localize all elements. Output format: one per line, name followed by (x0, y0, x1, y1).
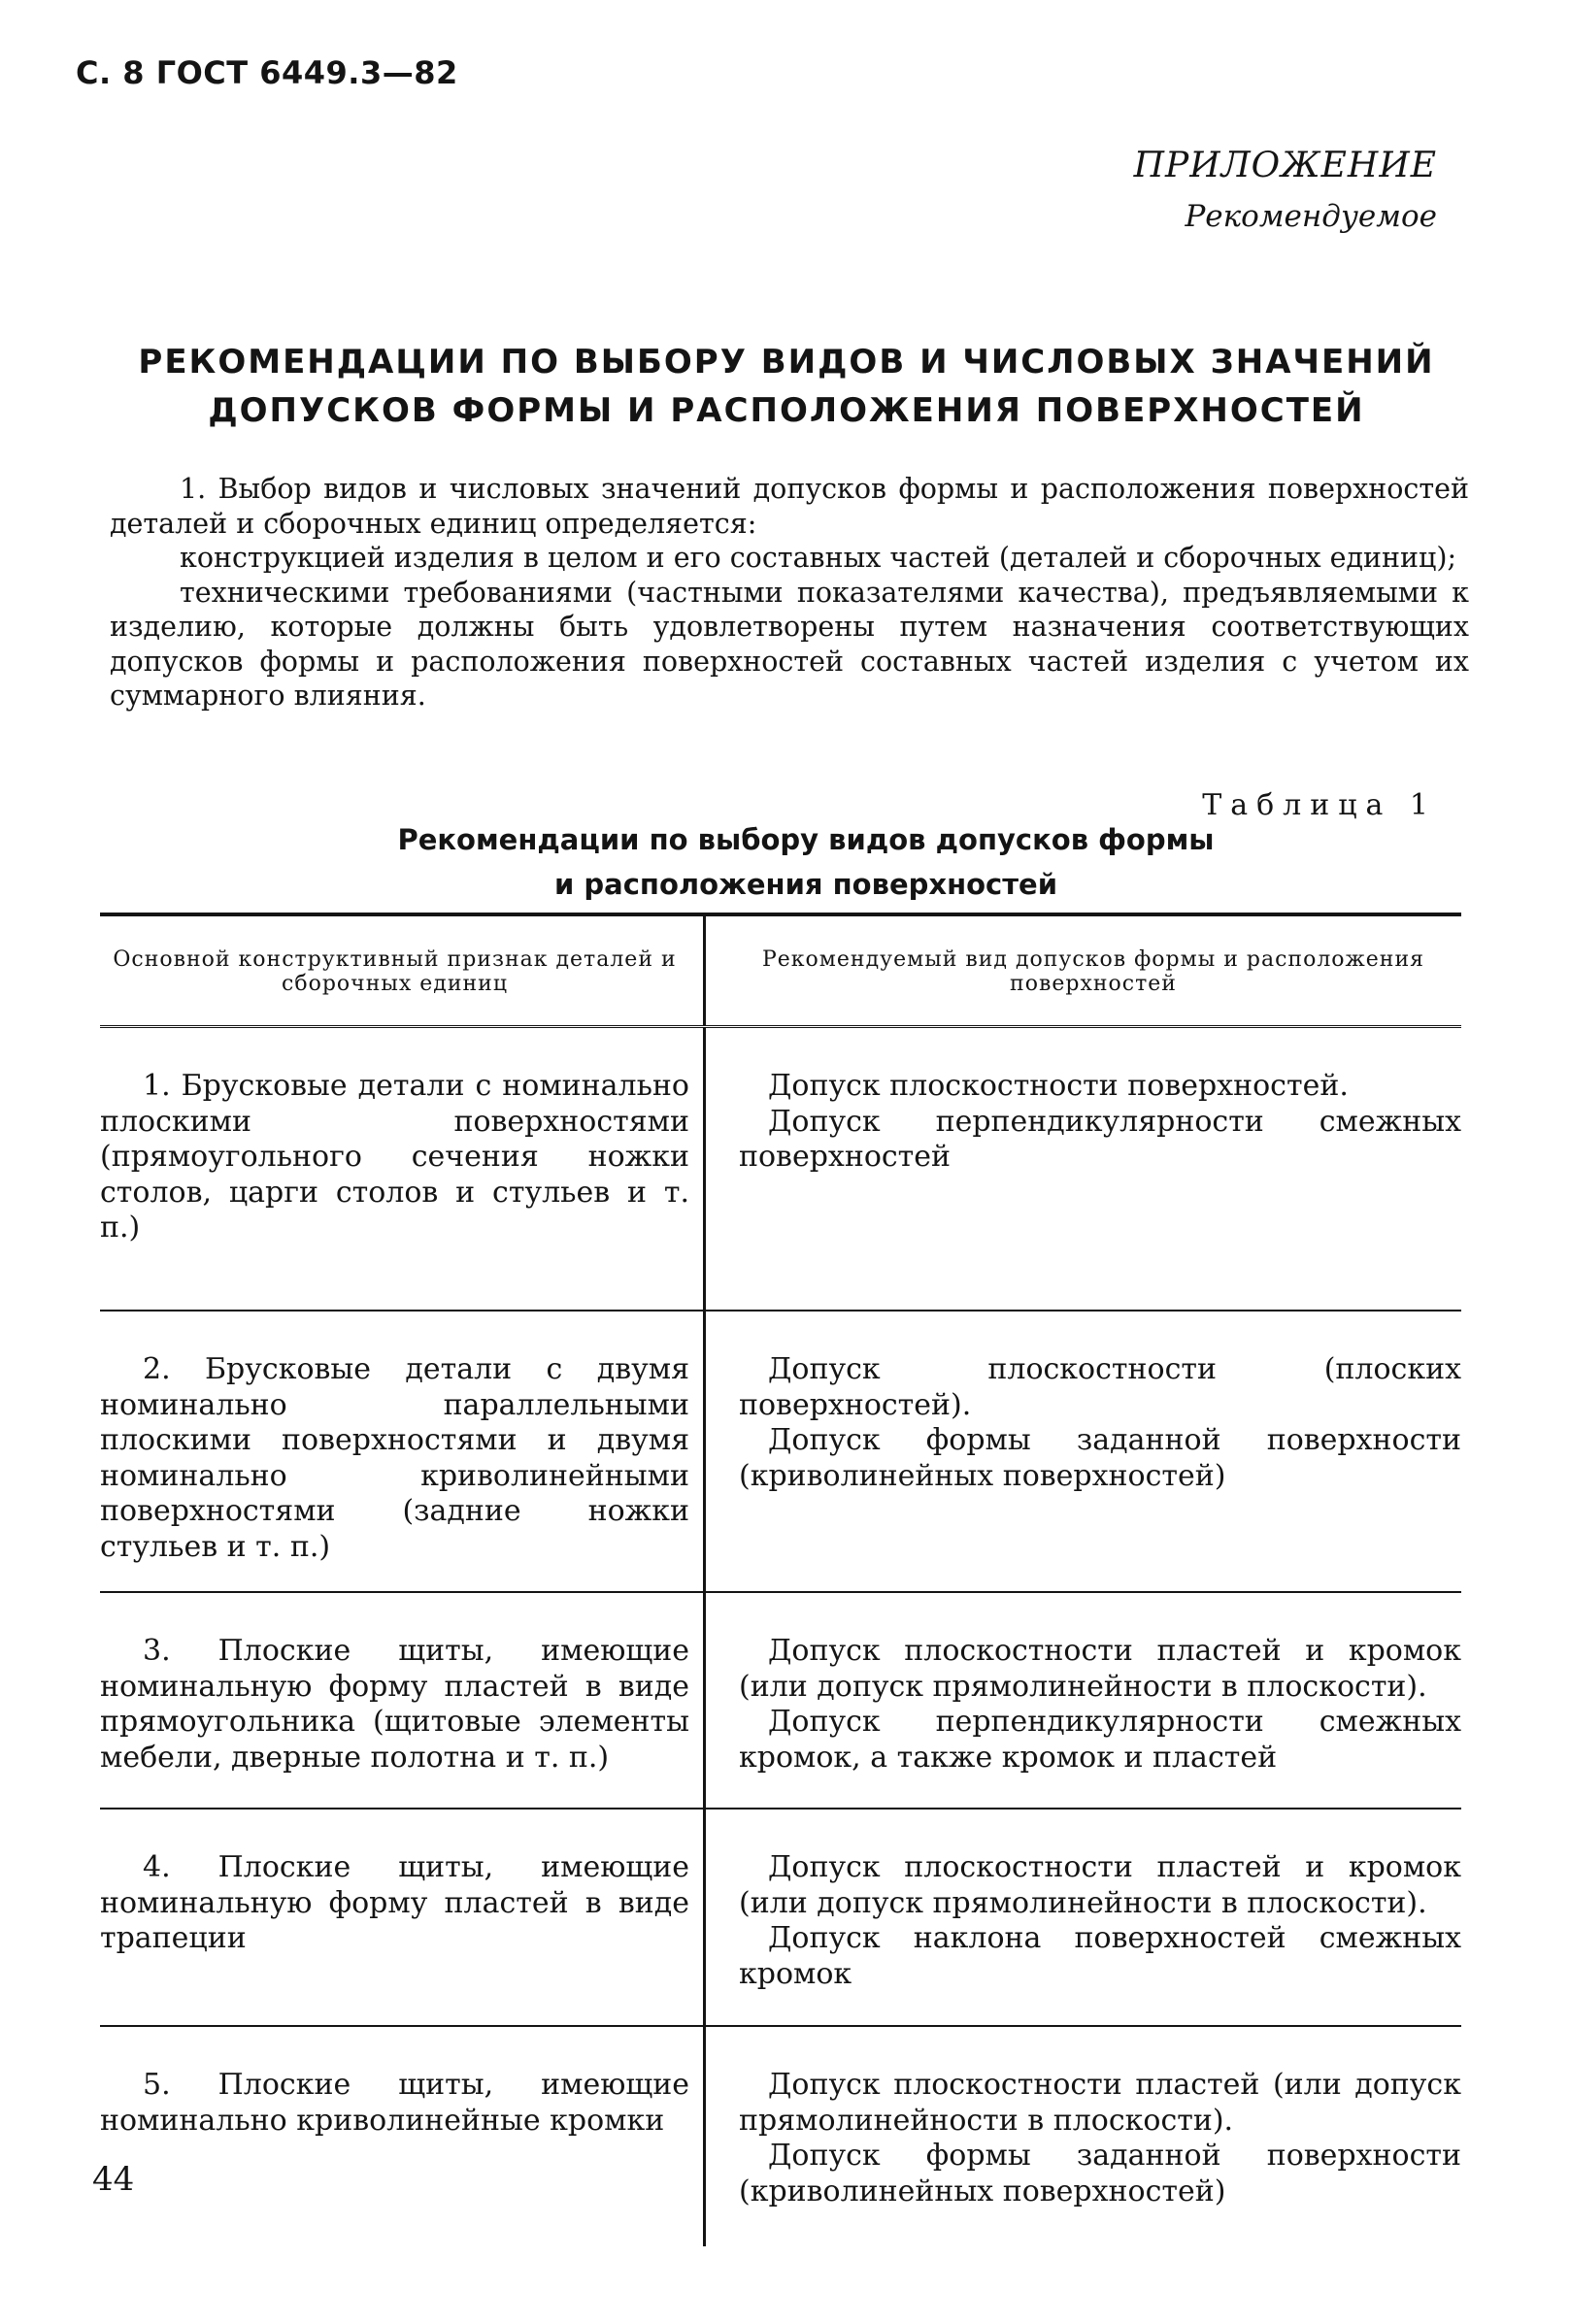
appendix-status: Рекомендуемое (1185, 199, 1437, 234)
tolerance-line: Допуск наклона поверхностей смежных кромок (739, 1921, 1461, 1991)
appendix-block (1078, 146, 1437, 234)
header-cell-tolerance: Рекомендуемый вид допусков формы и расположения поверхностей (761, 947, 1424, 996)
body-paragraph: техническими требованиями (частными показателями качества), предъявляемыми к изделию, которые должны быть удовлетворены путем назначения соответствующих допусков формы и расположения поверхностей составных частей изделия с учетом их суммарного влияния. (110, 576, 1469, 712)
appendix-title: ПРИЛОЖЕНИЕ (1133, 146, 1437, 185)
feature-cell: 2. Брусковые детали с двумя номинально параллельными плоскими поверхностями и двумя номинально криволинейными поверхностями (задние ножки стульев и т. п.) (100, 1311, 706, 1591)
tolerance-line: Допуск перпендикулярности смежных кромок, а также кромок и пластей (739, 1705, 1461, 1775)
table-label: Таблица 1 (1202, 788, 1437, 822)
page-number: 44 (92, 2160, 135, 2199)
tolerance-line: Допуск перпендикулярности смежных поверхностей (739, 1104, 1461, 1174)
feature-cell: 1. Брусковые детали с номинально плоскими поверхностями (прямоугольного сечения ножки столов, царги столов и стульев и т. п.) (100, 1028, 706, 1310)
recommendations-table (100, 913, 1461, 2246)
table-header-row (100, 916, 1461, 1028)
feature-cell: 5. Плоские щиты, имеющие номинально криволинейные кромки (100, 2027, 706, 2246)
table-row (100, 2027, 1461, 2246)
tolerance-line: Допуск формы заданной поверхности (криволинейных поверхностей) (739, 1423, 1461, 1493)
tolerance-cell (706, 1311, 1461, 1591)
tolerance-cell (706, 1593, 1461, 1808)
tolerance-cell (706, 1028, 1461, 1310)
tolerance-line: Допуск плоскостности пластей и кромок (или допуск прямолинейности в плоскости). (739, 1850, 1461, 1920)
document-title-line-2: ДОПУСКОВ ФОРМЫ И РАСПОЛОЖЕНИЯ ПОВЕРХНОСТЕЙ (208, 391, 1365, 430)
document-title (78, 338, 1495, 435)
document-title-line-1: РЕКОМЕНДАЦИИ ПО ВЫБОРУ ВИДОВ И ЧИСЛОВЫХ ЗНАЧЕНИЙ (138, 343, 1435, 382)
tolerance-line: Допуск плоскостности пластей (или допуск прямолинейности в плоскости). (739, 2068, 1461, 2138)
tolerance-line: Допуск плоскостности поверхностей. (768, 1069, 1349, 1103)
table-row (100, 1311, 1461, 1593)
table-row (100, 1809, 1461, 2027)
table-caption (291, 817, 1320, 907)
table-row (100, 1593, 1461, 1809)
table-row (100, 1028, 1461, 1311)
tolerance-line: Допуск плоскостности пластей и кромок (или допуск прямолинейности в плоскости). (739, 1634, 1461, 1704)
body-text (110, 472, 1469, 714)
feature-cell: 3. Плоские щиты, имеющие номинальную форму пластей в виде прямоугольника (щитовые элементы мебели, дверные полотна и т. п.) (100, 1593, 706, 1808)
tolerance-cell (706, 1809, 1461, 2025)
document-code-header: С. 8 ГОСТ 6449.3—82 (76, 54, 458, 91)
tolerance-line: Допуск формы заданной поверхности (криволинейных поверхностей) (739, 2139, 1461, 2208)
tolerance-cell (706, 2027, 1461, 2246)
body-paragraph: 1. Выбор видов и числовых значений допусков формы и расположения поверхностей деталей и сборочных единиц определяется: (110, 473, 1469, 540)
table-caption-line-1: Рекомендации по выбору видов допусков формы (397, 823, 1215, 856)
body-paragraph: конструкцией изделия в целом и его составных частей (деталей и сборочных единиц); (180, 542, 1457, 574)
header-cell-feature: Основной конструктивный признак деталей и сборочных единиц (100, 916, 706, 1025)
table-caption-line-2: и расположения поверхностей (553, 868, 1058, 901)
tolerance-line: Допуск плоскостности (плоских поверхностей). (739, 1352, 1461, 1422)
feature-cell: 4. Плоские щиты, имеющие номинальную форму пластей в виде трапеции (100, 1809, 706, 2025)
